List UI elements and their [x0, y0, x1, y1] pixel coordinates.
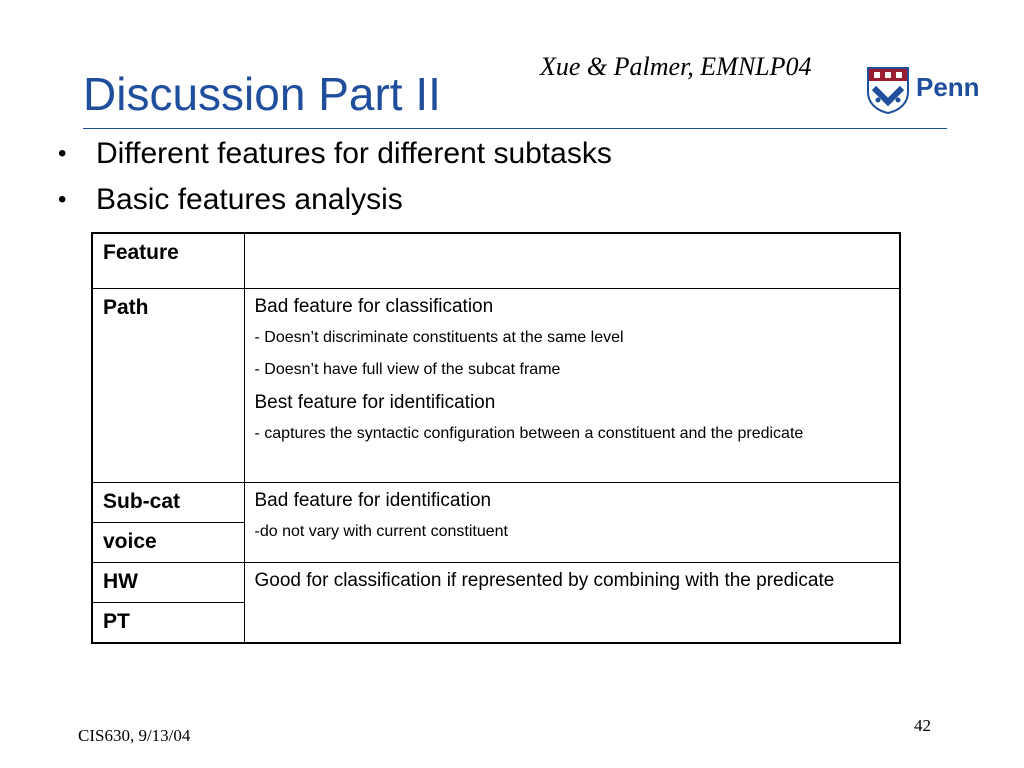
description-subline: - captures the syntactic configuration between a constituent and the predicate [254, 425, 804, 442]
bullet-glyph: • [58, 186, 67, 213]
feature-name: PT [103, 610, 130, 633]
table-header-row [92, 233, 900, 289]
bullet-text: Different features for different subtasks [96, 137, 612, 170]
feature-table [91, 232, 901, 644]
bullet-item [58, 180, 612, 226]
feature-name-cell [92, 563, 244, 603]
feature-description-cell [244, 563, 900, 644]
description-subline: -do not vary with current constituent [254, 523, 508, 540]
table-row-hw [92, 563, 900, 603]
footer-course-date: CIS630, 9/13/04 [78, 726, 191, 745]
bullet-text: Basic features analysis [96, 183, 403, 216]
feature-name-cell [92, 483, 244, 523]
title-divider [83, 128, 947, 129]
feature-name-cell [92, 523, 244, 563]
page-number: 42 [914, 716, 931, 735]
feature-name: Path [103, 296, 149, 319]
feature-name-cell [92, 289, 244, 483]
header-feature-cell [92, 233, 244, 289]
feature-name: voice [103, 530, 157, 553]
feature-description-cell [244, 289, 900, 483]
slide-title: Discussion Part II [83, 68, 441, 120]
feature-name-cell [92, 603, 244, 644]
header-feature-label: Feature [103, 241, 179, 264]
table-row-path [92, 289, 900, 483]
description-line: Good for classification if represented by combining with the predicate [254, 570, 835, 591]
bullet-glyph: • [58, 140, 67, 167]
feature-name: Sub-cat [103, 490, 181, 513]
description-line: Best feature for identification [254, 392, 496, 413]
penn-logo [866, 66, 996, 114]
header-description-cell [244, 233, 900, 289]
penn-shield-icon [866, 66, 910, 114]
feature-description-cell [244, 483, 900, 563]
description-subline: - Doesn’t discriminate constituents at the same level [254, 329, 624, 346]
description-line: Bad feature for identification [254, 490, 492, 511]
bullet-list [58, 134, 612, 226]
description-subline: - Doesn’t have full view of the subcat frame [254, 361, 561, 378]
bullet-item [58, 134, 612, 180]
description-line: Bad feature for classification [254, 296, 494, 317]
citation: Xue & Palmer, EMNLP04 [540, 52, 812, 81]
table-row-subcat [92, 483, 900, 523]
feature-name: HW [103, 570, 138, 593]
penn-logo-text: Penn [916, 72, 980, 102]
